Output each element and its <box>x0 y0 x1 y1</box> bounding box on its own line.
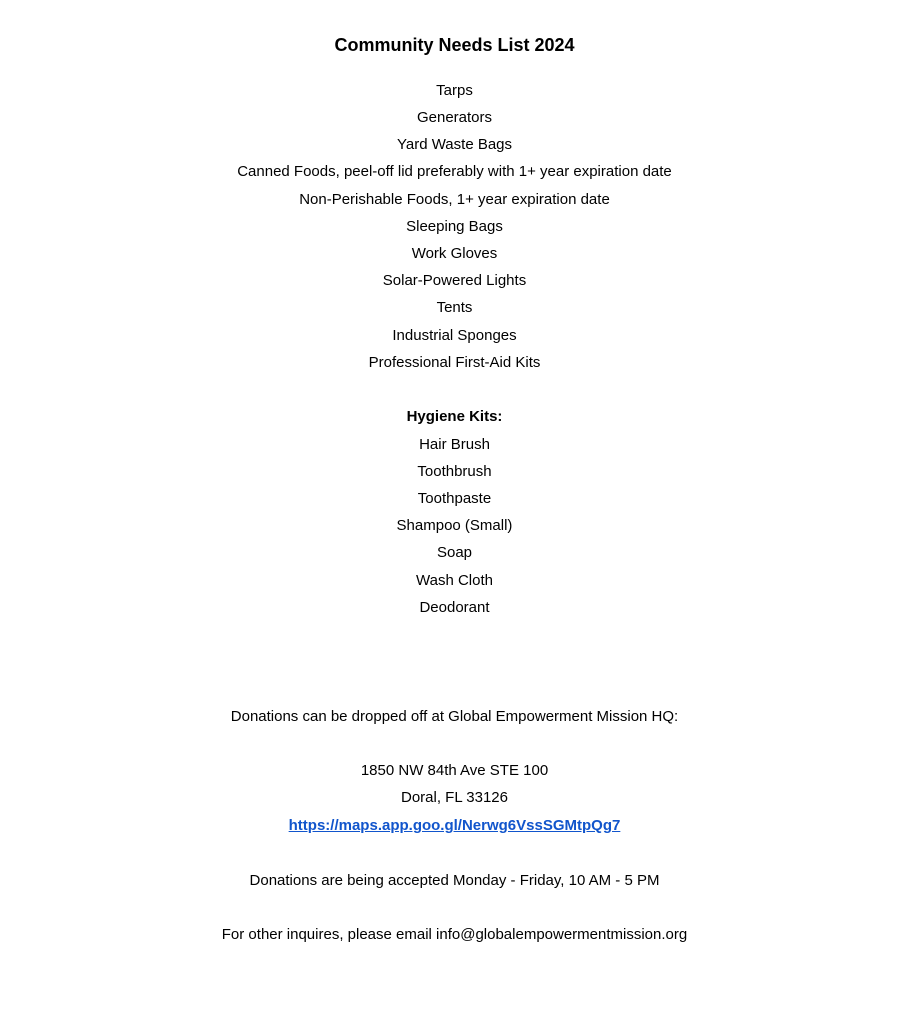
map-link-row <box>0 817 909 835</box>
needs-item: Solar-Powered Lights <box>382 272 527 289</box>
needs-item: Tents <box>436 299 473 316</box>
inquiries-text: For other inquires, please email info@globalempowermentmission.org <box>221 926 688 943</box>
hygiene-item: Soap <box>436 544 473 561</box>
needs-item: Non-Perishable Foods, 1+ year expiration date <box>299 191 610 208</box>
needs-item: Work Gloves <box>411 245 498 262</box>
needs-item: Yard Waste Bags <box>396 136 513 153</box>
dropoff-text: Donations can be dropped off at Global Empowerment Mission HQ: <box>230 708 679 725</box>
page-title: Community Needs List 2024 <box>334 35 575 55</box>
needs-item: Canned Foods, peel-off lid preferably with 1+ year expiration date <box>237 163 672 180</box>
hygiene-item: Deodorant <box>419 599 490 616</box>
needs-item: Sleeping Bags <box>406 218 503 235</box>
address-line-1: 1850 NW 84th Ave STE 100 <box>360 762 549 779</box>
needs-item: Generators <box>416 109 493 126</box>
donation-hours: Donations are being accepted Monday - Friday, 10 AM - 5 PM <box>249 872 660 889</box>
hygiene-item: Toothpaste <box>417 490 492 507</box>
needs-item: Industrial Sponges <box>392 327 517 344</box>
map-link[interactable]: https://maps.app.goo.gl/Nerwg6VssSGMtpQg7 <box>288 817 621 834</box>
address-line-2: Doral, FL 33126 <box>400 789 508 806</box>
hygiene-item: Wash Cloth <box>416 572 493 589</box>
needs-item: Tarps <box>436 82 473 99</box>
hygiene-kits-heading: Hygiene Kits: <box>406 408 503 425</box>
hygiene-item: Hair Brush <box>419 436 490 453</box>
hygiene-item: Shampoo (Small) <box>396 517 513 534</box>
needs-item: Professional First-Aid Kits <box>368 354 541 371</box>
hygiene-item: Toothbrush <box>417 463 492 480</box>
